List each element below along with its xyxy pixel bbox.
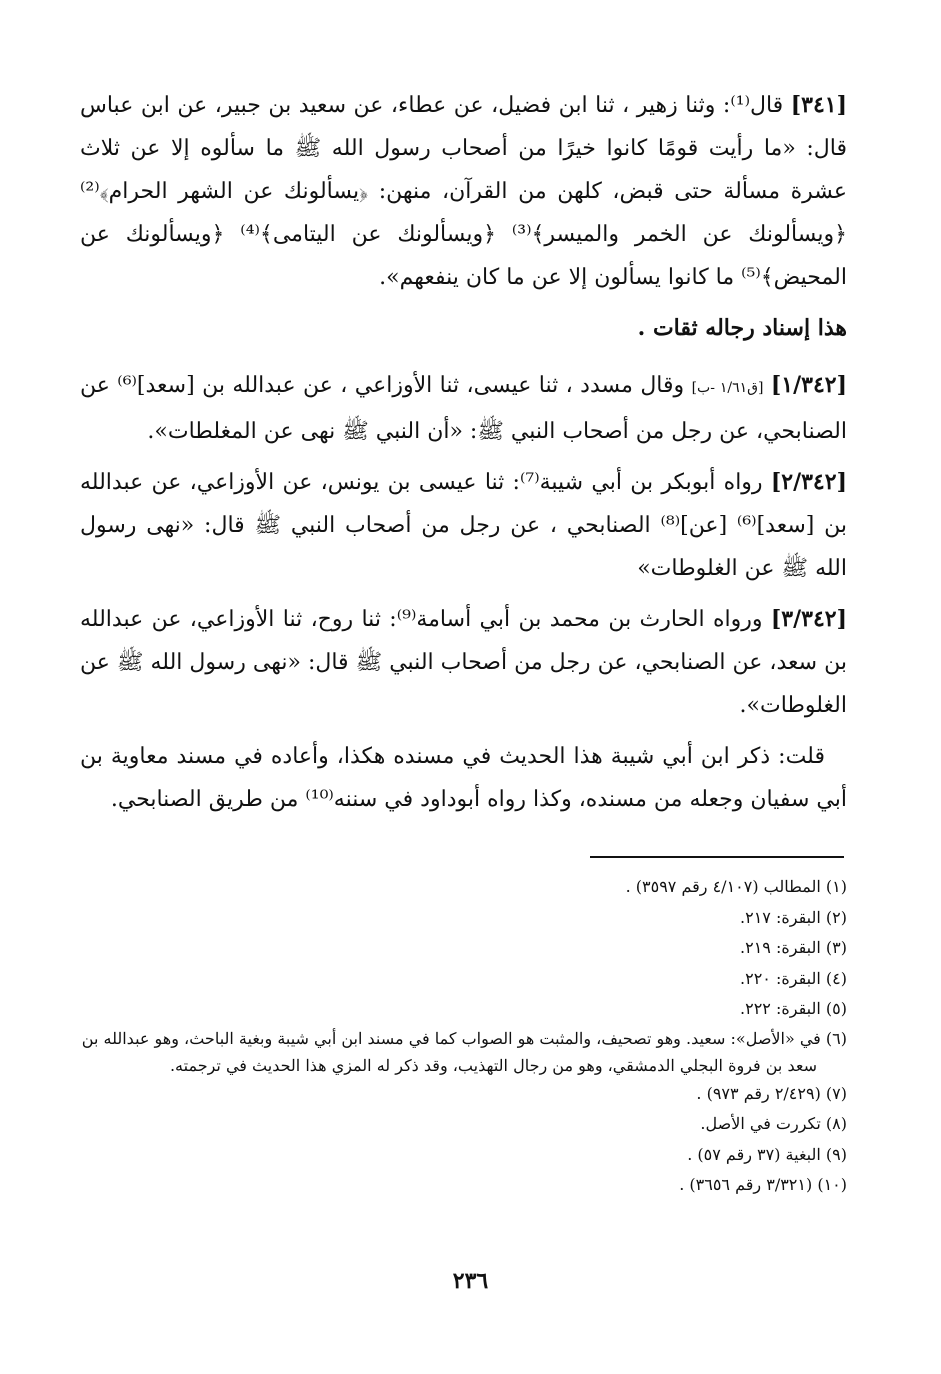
hadith-number: [٣٤١]	[790, 92, 847, 118]
paragraph-body: ورواه الحارث بن محمد بن أبي أسامة⁽⁹⁾: ثنا روح، ثنا الأوزاعي، عن عبدالله بن سعد، عن الصنابحي، عن رجل من أصحاب النبي ﷺ قال: «نهى رسول الله ﷺ عن الغلوطات».	[80, 607, 847, 718]
footnote-6: (٦) في «الأصل»: سعيد. وهو تصحيف، والمثبت هو الصواب كما في مسند ابن أبي شيبة وبغية الباحث، وهو عبدالله بن سعد بن فروة البجلي الدمشقي، وهو من رجال التهذيب، وقد ذكر له المزي هذا الحديث في ترجمته.	[81, 1028, 847, 1075]
commentary-paragraph	[80, 735, 847, 821]
hadith-number: [٣/٣٤٢]	[770, 606, 848, 632]
paragraph-342-1	[80, 364, 847, 453]
grading-text: هذا إسناد رجاله ثقات .	[637, 315, 847, 341]
footnote-7: (٧) (٢/٤٢٩ رقم ٩٧٣) .	[696, 1083, 847, 1103]
footnote-5: (٥) البقرة: ٢٢٢.	[740, 999, 847, 1018]
footnote-2: (٢) البقرة: ٢١٧.	[740, 907, 847, 927]
paragraph-body: قلت: ذكر ابن أبي شيبة هذا الحديث في مسنده هكذا، وأعاده في مسند معاوية بن أبي سفيان وجعله من مسنده، وكذا رواه أبوداود في سننه⁽¹⁰⁾ من طريق الصنابحي.	[80, 744, 847, 812]
paragraph-342-2	[80, 461, 847, 590]
isnad-grading	[80, 307, 847, 350]
footnote-4: (٤) البقرة: ٢٢٠.	[740, 968, 847, 988]
paragraph-body: وقال مسدد ، ثنا عيسى، ثنا الأوزاعي ، عن عبدالله بن [سعد]⁽⁶⁾ عن الصنابحي، عن رجل من أصحاب النبي ﷺ: «أن النبي ﷺ نهى عن المغلطات».	[80, 373, 847, 444]
footnote-9: (٩) البغية (٣٧ رقم ٥٧) .	[687, 1144, 847, 1164]
footnote-1: (١) المطالب (٤/١٠٧ رقم ٣٥٩٧) .	[625, 877, 847, 896]
hadith-number: [٢/٣٤٢]	[770, 469, 847, 495]
paragraph-342-3	[80, 598, 847, 727]
footnotes	[80, 872, 847, 1201]
main-text	[80, 84, 847, 821]
paragraph-body: رواه أبوبكر بن أبي شيبة⁽⁷⁾: ثنا عيسى بن يونس، عن الأوزاعي، عن عبدالله بن [سعد]⁽⁶⁾ [عن]⁽⁸⁾ الصنابحي ، عن رجل من أصحاب النبي ﷺ قال: «نهى رسول الله ﷺ عن الغلوطات»	[80, 470, 847, 581]
page-number: ٢٣٦	[452, 1268, 489, 1294]
footnote-10: (١٠) (٣/٣٢١ رقم ٣٦٥٦) .	[679, 1175, 847, 1194]
footnote-divider	[590, 856, 844, 858]
footnote-3: (٣) البقرة: ٢١٩.	[740, 938, 847, 957]
footnote-8: (٨) تكررت في الأصل.	[700, 1114, 847, 1133]
manuscript-folio-marker: [ق١/٦١ -ب]	[691, 380, 764, 396]
paragraph-341	[80, 84, 847, 299]
hadith-number: [١/٣٤٢]	[770, 372, 848, 398]
paragraph-body: قال⁽¹⁾: وثنا زهير ، ثنا ابن فضيل، عن عطاء، عن سعيد بن جبير، عن ابن عباس قال: «ما رأيت قومًا كانوا خيرًا من أصحاب رسول الله ﷺ ما سألوه إلا عن ثلاث عشرة مسألة حتى قبض، كلهن من القرآن، منهن: ﴿يسألونك عن الشهر الحرام﴾⁽²⁾ ﴿ويسألونك عن الخمر والميسر﴾⁽³⁾ ﴿ويسألونك عن اليتامى﴾⁽⁴⁾ ﴿ويسألونك عن المحيض﴾⁽⁵⁾ ما كانوا يسألون إلا عن ما كان ينفعهم».	[80, 93, 847, 290]
